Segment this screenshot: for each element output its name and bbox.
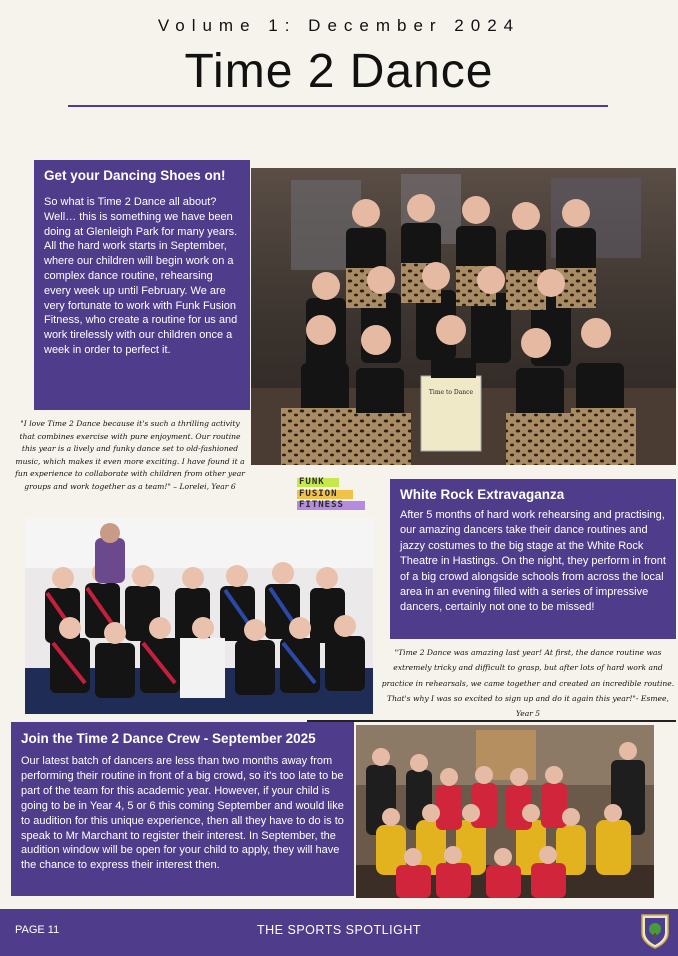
dancing-shoes-panel [34, 160, 250, 410]
costume-group-photo [356, 725, 654, 898]
dancing-shoes-heading: Get your Dancing Shoes on! [44, 168, 226, 183]
school-crest-icon [640, 913, 670, 949]
section-divider [307, 720, 676, 722]
performance-group-photo [25, 518, 373, 714]
dance-group-photo [251, 168, 676, 465]
funk-fusion-fitness-logo [297, 478, 365, 510]
join-crew-heading: Join the Time 2 Dance Crew - September 2025 [21, 731, 316, 746]
volume-line: Volume 1: December 2024 [157, 16, 521, 35]
white-rock-panel [390, 479, 676, 639]
footer-title: THE SPORTS SPOTLIGHT [257, 923, 421, 937]
join-crew-panel [11, 722, 354, 896]
certificate-label: Time to Dance [428, 389, 474, 396]
esmee-quote: "Time 2 Dance was amazing last year! At first, the dance routine was extremely tricky and difficult to grasp, but after lots of hard work and practice in rehearsals, we came together and created an incredible routine. That's why I was so excited to sign up and do it again this year!"- Esmee, Year 5 [381, 648, 675, 719]
white-rock-body: After 5 months of hard work rehearsing and practising, our amazing dancers take their dance routines and jazzy costumes to the big stage at the White Rock Theatre in Hastings. On the night, they perform in front of a big crowd alongside schools from across the local area in an evening filled with a series of impressive dancers, certainly not one to be missed! [400, 509, 666, 614]
page-footer [0, 909, 678, 956]
logo-line-funk: FUNK [297, 478, 339, 487]
dancing-shoes-body: So what is Time 2 Dance all about? Well… this is something we have been doing at Glenleigh Park for many years. All the hard work starts in September, where our children will begin work on a complex dance routine, rehearsing every week up until February. We are very fortunate to work with Funk Fusion Fitness, who create a routine for us and work tirelessly with our children once a week in order to perfect it. [44, 196, 238, 356]
page-title: Time 2 Dance [184, 45, 494, 98]
white-rock-heading: White Rock Extravaganza [400, 487, 565, 502]
join-crew-body: Our latest batch of dancers are less than two months away from performing their routine in front of a big crowd, so it's too late to be part of the team for this academic year. However, if your child is going to be in Year 4, 5 or 6 this coming September and would like to audition for this unique experience, then all they have to do is to speak to Mr Marchant to register their interest. In September, the audition window will be open for your child to apply, they will have the chance to express their interest then. [21, 755, 344, 872]
title-underline [68, 105, 608, 107]
page-number: PAGE 11 [15, 924, 60, 936]
logo-line-fitness: FITNESS [297, 501, 365, 510]
logo-line-fusion: FUSION [297, 490, 353, 499]
lorelei-quote: "I love Time 2 Dance because it's such a thrilling activity that combines exercise with pure enjoyment. Our routine this year is a lively and funky dance set to old-fashioned music, which makes it even more exciting. I have found it a fun experience to collaborate with children from other year groups and work together as a team!" – Lorelei, Year 6 [15, 419, 245, 491]
